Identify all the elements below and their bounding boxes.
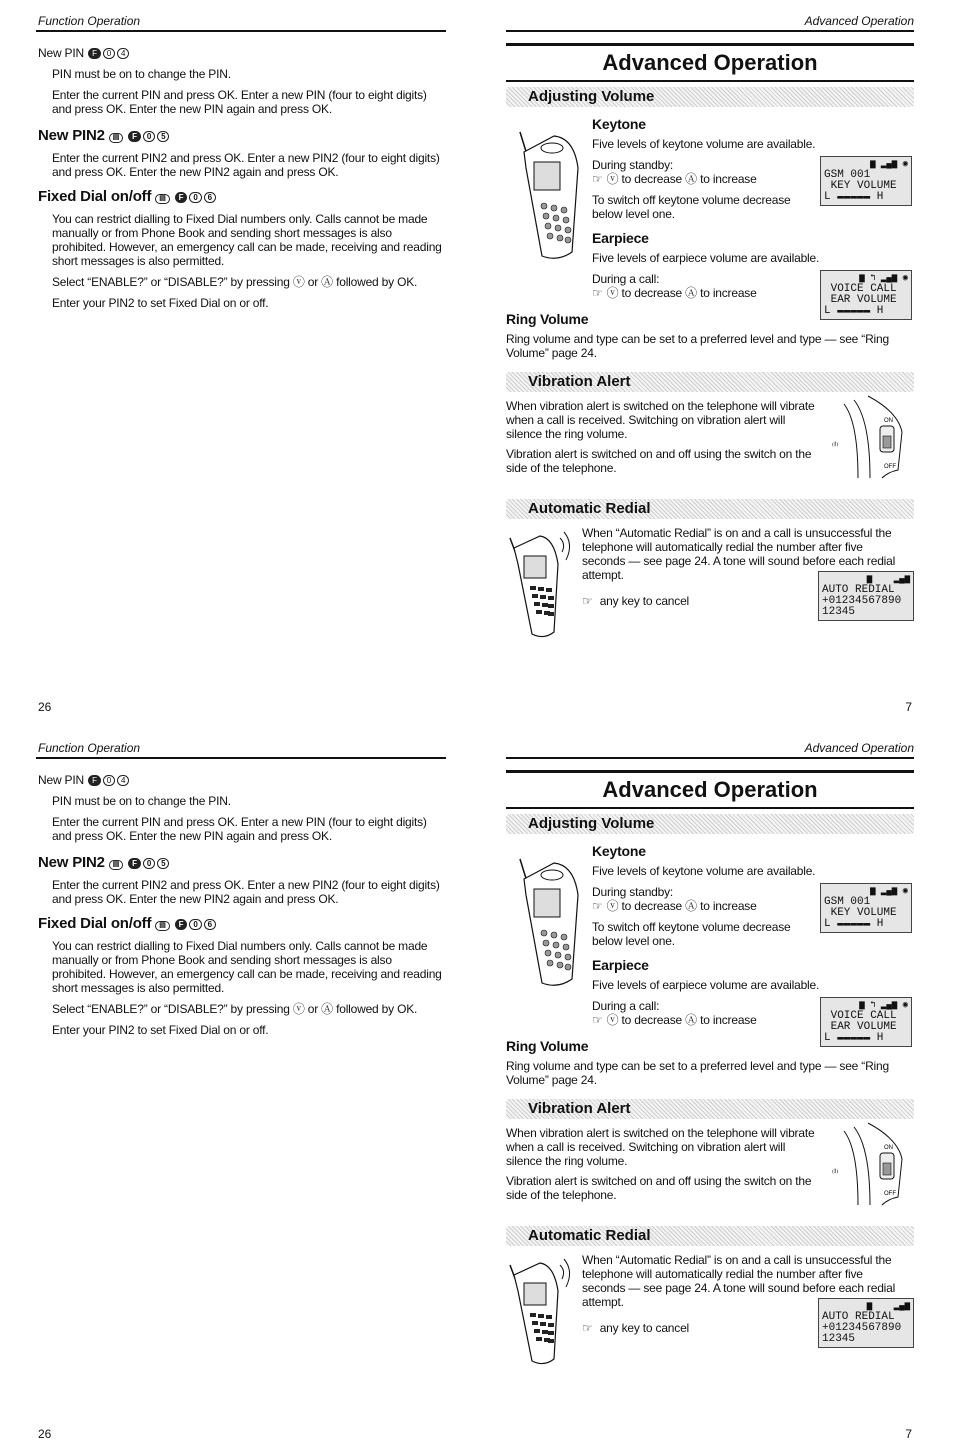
instruction-text: any key to cancel (599, 594, 690, 608)
ring-volume-heading: Ring Volume (506, 311, 589, 327)
vibration-switch-illustration-icon (828, 392, 908, 480)
pointing-hand-icon: ☞ (592, 172, 603, 186)
switch-off-label: OFF (884, 464, 896, 470)
paragraph: Enter the current PIN and press OK. Enter a new PIN (four to eight digits) and press OK. Enter the new PIN again and press OK. (52, 815, 427, 843)
paragraph: Enter your PIN2 to set Fixed Dial on or off. (52, 296, 269, 310)
section-title: Vibration Alert (528, 1100, 631, 1117)
lcd-line: AUTO REDIAL (822, 584, 895, 596)
section-band-vibration-alert (506, 372, 914, 392)
zero-key-icon: 0 (189, 192, 201, 203)
lcd-line: +01234567890 (822, 1322, 902, 1334)
phone-redial-illustration-icon (506, 1251, 578, 1367)
pointing-hand-icon: ☞ (592, 1013, 603, 1027)
paragraph: When vibration alert is switched on the telephone will vibrate when a call is received. Switching on vibration alert will silence the ring volume. (506, 1126, 815, 1168)
new-pin-label: New PIN (38, 773, 84, 787)
new-pin-body (52, 794, 444, 843)
new-pin2-heading-row (38, 127, 170, 144)
lcd-line: +01234567890 (822, 595, 902, 607)
new-pin-line (38, 773, 130, 787)
signal-icon: ▆ ▂▄▆ ◉ (870, 886, 908, 896)
phone-illustration-icon (508, 128, 584, 264)
section-title: Automatic Redial (528, 500, 651, 517)
running-head-right: Advanced Operation (804, 14, 914, 28)
signal-icon: ▆ ▂▄▆ ◉ (870, 159, 908, 169)
f-key-icon: F (175, 919, 188, 930)
running-head-right: Advanced Operation (804, 741, 914, 755)
header-rule (506, 757, 914, 759)
instruction-text: ⓥ to decrease Ⓐ to increase (606, 899, 757, 913)
new-pin-body (52, 67, 444, 116)
new-pin2-body (52, 878, 444, 906)
paragraph: PIN must be on to change the PIN. (52, 67, 231, 81)
lcd-line: L ▬▬▬▬▬ H (824, 191, 884, 203)
lcd-redial (818, 1298, 914, 1348)
pointing-hand-icon: ☞ (582, 594, 593, 608)
pointing-hand-icon: ☞ (592, 286, 603, 300)
earpiece-heading: Earpiece (592, 957, 649, 973)
new-pin2-heading: New PIN2 (38, 127, 105, 144)
lcd-line: KEY VOLUME (824, 180, 897, 192)
right-page (506, 727, 914, 1454)
paragraph: Ring volume and type can be set to a preferred level and type — see “Ring Volume” page 24. (506, 1059, 889, 1087)
signal-icon: ▆ ▂▄▆ (866, 574, 910, 584)
paragraph: When vibration alert is switched on the telephone will vibrate when a call is received. Switching on vibration alert will silence the ring volume. (506, 399, 815, 441)
paragraph: During standby: (592, 885, 674, 899)
switch-on-label: ON (884, 418, 893, 424)
earpiece-block (592, 957, 822, 1027)
page-title: Advanced Operation (506, 43, 914, 82)
paragraph: Enter the current PIN and press OK. Enter a new PIN (four to eight digits) and press OK. Enter the new PIN again and press OK. (52, 88, 427, 116)
section-band-automatic-redial (506, 499, 914, 519)
lcd-keytone (820, 156, 912, 206)
paragraph: Select “ENABLE?” or “DISABLE?” by pressing ⓥ or Ⓐ followed by OK. (52, 275, 418, 289)
section-band-automatic-redial (506, 1226, 914, 1246)
spread-top (0, 0, 954, 727)
new-pin-line (38, 46, 130, 60)
fixed-dial-heading: Fixed Dial on/off (38, 188, 152, 205)
vibration-waves-icon: ₍ı₎ (832, 1166, 839, 1175)
instruction-text: any key to cancel (599, 1321, 690, 1335)
section-title: Vibration Alert (528, 373, 631, 390)
lcd-line: EAR VOLUME (824, 1021, 897, 1033)
switch-off-label: OFF (884, 1191, 896, 1197)
zero-key-icon: 0 (189, 919, 201, 930)
paragraph: Five levels of earpiece volume are available. (592, 251, 820, 265)
f-key-icon: F (88, 48, 101, 59)
lcd-line: AUTO REDIAL (822, 1311, 895, 1323)
instruction-text: ⓥ to decrease Ⓐ to increase (606, 172, 757, 186)
phone-illustration-icon (508, 855, 584, 991)
redial-instruction (582, 1321, 782, 1335)
instruction-text: ⓥ to decrease Ⓐ to increase (606, 1013, 757, 1027)
keytone-heading: Keytone (592, 843, 646, 859)
f-key-icon: F (128, 858, 141, 869)
keytone-block (592, 116, 822, 221)
ring-volume-block (506, 311, 910, 360)
paragraph: Enter the current PIN2 and press OK. Enter a new PIN2 (four to eight digits) and press OK. Enter the new PIN2 again and press OK. (52, 151, 440, 179)
lcd-line: KEY VOLUME (824, 907, 897, 919)
fixed-dial-heading: Fixed Dial on/off (38, 915, 152, 932)
pointing-hand-icon: ☞ (592, 899, 603, 913)
paragraph: Five levels of keytone volume are available. (592, 137, 816, 151)
paragraph: During a call: (592, 272, 660, 286)
page-title: Advanced Operation (506, 770, 914, 809)
f-key-icon: F (175, 192, 188, 203)
section-band-adjusting-volume (506, 814, 914, 834)
new-pin2-heading: New PIN2 (38, 854, 105, 871)
phone-redial-illustration-icon (506, 524, 578, 640)
vibration-block (506, 399, 824, 475)
fixed-dial-heading-row (38, 915, 217, 932)
six-key-icon: 6 (204, 919, 216, 930)
header-rule (36, 30, 446, 32)
pointing-hand-icon: ☞ (582, 1321, 593, 1335)
ring-volume-block (506, 1038, 910, 1087)
header-rule (506, 30, 914, 32)
page-number-left: 26 (38, 1427, 52, 1441)
paragraph: During standby: (592, 158, 674, 172)
zero-key-icon: 0 (103, 775, 115, 786)
paragraph: Five levels of earpiece volume are available. (592, 978, 820, 992)
signal-icon: ▆ ↰ ▂▄▆ ◉ (859, 1000, 908, 1010)
paragraph: Enter your PIN2 to set Fixed Dial on or off. (52, 1023, 269, 1037)
menu-icon: ▤ (109, 133, 123, 143)
lcd-line: L ▬▬▬▬▬ H (824, 918, 884, 930)
lcd-keytone (820, 883, 912, 933)
signal-icon: ▆ ▂▄▆ (866, 1301, 910, 1311)
page-number-left: 26 (38, 700, 52, 714)
paragraph: Ring volume and type can be set to a preferred level and type — see “Ring Volume” page 24. (506, 332, 889, 360)
lcd-line: L ▬▬▬▬▬ H (824, 305, 884, 317)
lcd-line: EAR VOLUME (824, 294, 897, 306)
paragraph: Enter the current PIN2 and press OK. Enter a new PIN2 (four to eight digits) and press OK. Enter the new PIN2 again and press OK. (52, 878, 440, 906)
running-head-left: Function Operation (38, 14, 141, 28)
earpiece-block (592, 230, 822, 300)
keytone-heading: Keytone (592, 116, 646, 132)
paragraph: During a call: (592, 999, 660, 1013)
keytone-block (592, 843, 822, 948)
lcd-line: 12345 (822, 606, 856, 618)
lcd-redial (818, 571, 914, 621)
new-pin2-heading-row (38, 854, 170, 871)
paragraph: PIN must be on to change the PIN. (52, 794, 231, 808)
f-key-icon: F (128, 131, 141, 142)
running-head-left: Function Operation (38, 741, 141, 755)
vibration-waves-icon: ₍ı₎ (832, 439, 839, 448)
page-number-right: 7 (905, 700, 912, 714)
lcd-line: GSM 001 (824, 169, 871, 181)
menu-icon: ▤ (109, 860, 123, 870)
six-key-icon: 6 (204, 192, 216, 203)
lcd-line: 12345 (822, 1333, 856, 1345)
earpiece-heading: Earpiece (592, 230, 649, 246)
header-rule (36, 757, 446, 759)
section-title: Adjusting Volume (528, 815, 655, 832)
redial-instruction (582, 594, 782, 608)
vibration-block (506, 1126, 824, 1202)
five-key-icon: 5 (157, 131, 169, 142)
page-number-right: 7 (905, 1427, 912, 1441)
new-pin2-body (52, 151, 444, 179)
ring-volume-heading: Ring Volume (506, 1038, 589, 1054)
menu-icon: ▤ (155, 194, 169, 204)
paragraph: Vibration alert is switched on and off using the switch on the side of the telephone. (506, 447, 812, 475)
instruction-text: ⓥ to decrease Ⓐ to increase (606, 286, 757, 300)
switch-on-label: ON (884, 1145, 893, 1151)
four-key-icon: 4 (117, 48, 129, 59)
menu-icon: ▤ (155, 921, 169, 931)
four-key-icon: 4 (117, 775, 129, 786)
lcd-line: VOICE CALL (824, 1010, 897, 1022)
paragraph: To switch off keytone volume decrease below level one. (592, 920, 791, 948)
lcd-line: VOICE CALL (824, 283, 897, 295)
fixed-dial-heading-row (38, 188, 217, 205)
section-band-vibration-alert (506, 1099, 914, 1119)
lcd-line: L ▬▬▬▬▬ H (824, 1032, 884, 1044)
vibration-switch-illustration-icon (828, 1119, 908, 1207)
left-page (36, 0, 446, 727)
zero-key-icon: 0 (143, 131, 155, 142)
new-pin-label: New PIN (38, 46, 84, 60)
lcd-line: GSM 001 (824, 896, 871, 908)
f-key-icon: F (88, 775, 101, 786)
paragraph: When “Automatic Redial” is on and a call is unsuccessful the telephone will automatically redial the number after five seconds — see page 24. A tone will sound before each redial attempt. (582, 1253, 896, 1309)
paragraph: You can restrict dialling to Fixed Dial numbers only. Calls cannot be made manually or from Phone Book and sending short messages is also prohibited. However, an emergency call can be made, receiving and reading short messages is also permitted. (52, 212, 442, 268)
paragraph: You can restrict dialling to Fixed Dial numbers only. Calls cannot be made manually or from Phone Book and sending short messages is also prohibited. However, an emergency call can be made, receiving and reading short messages is also permitted. (52, 939, 442, 995)
zero-key-icon: 0 (103, 48, 115, 59)
section-band-adjusting-volume (506, 87, 914, 107)
left-page (36, 727, 446, 1454)
paragraph: Five levels of keytone volume are available. (592, 864, 816, 878)
fixed-dial-body (52, 939, 446, 1037)
zero-key-icon: 0 (143, 858, 155, 869)
paragraph: To switch off keytone volume decrease below level one. (592, 193, 791, 221)
fixed-dial-body (52, 212, 446, 310)
paragraph: When “Automatic Redial” is on and a call is unsuccessful the telephone will automatically redial the number after five seconds — see page 24. A tone will sound before each redial attempt. (582, 526, 896, 582)
five-key-icon: 5 (157, 858, 169, 869)
paragraph: Vibration alert is switched on and off using the switch on the side of the telephone. (506, 1174, 812, 1202)
spread-bottom (0, 727, 954, 1454)
section-title: Automatic Redial (528, 1227, 651, 1244)
section-title: Adjusting Volume (528, 88, 655, 105)
right-page (506, 0, 914, 727)
signal-icon: ▆ ↰ ▂▄▆ ◉ (859, 273, 908, 283)
paragraph: Select “ENABLE?” or “DISABLE?” by pressing ⓥ or Ⓐ followed by OK. (52, 1002, 418, 1016)
